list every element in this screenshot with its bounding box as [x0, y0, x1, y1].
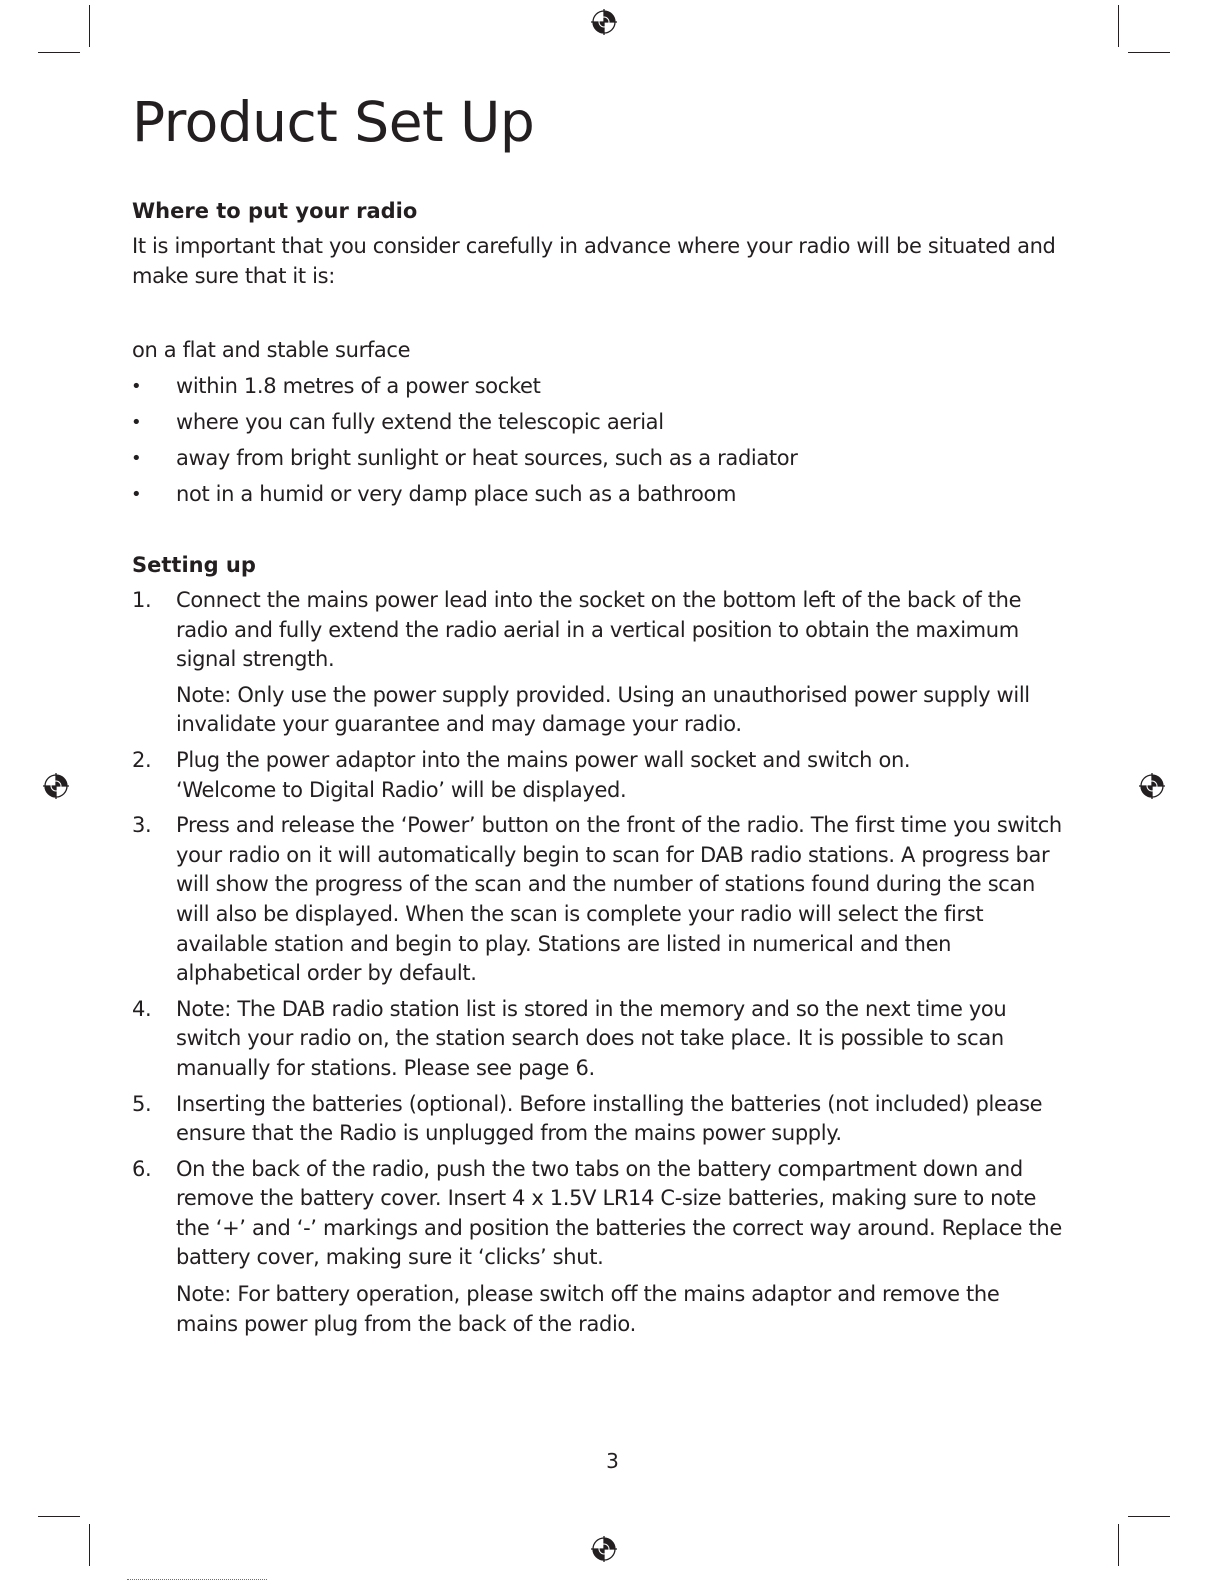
- list-item: • within 1.8 metres of a power socket: [132, 372, 1067, 401]
- placement-intro: It is important that you consider carefully in advance where your radio will be situated and make sure that it is:: [132, 234, 1056, 288]
- step-item: 3. Press and release the ‘Power’ button on the front of the radio. The first time you switch your radio on it will automatically begin to scan for DAB radio stations. A progress bar will show the progress of the scan and the number of stations found during the scan will also be displayed. When the scan is complete your radio will select the first available station and begin to play. Stations are listed in numerical and then alphabetical order by default.: [132, 813, 1062, 986]
- crop-mark: [38, 1516, 80, 1517]
- page-content: [132, 88, 1067, 1339]
- step-item: 4. Note: The DAB radio station list is stored in the memory and so the next time you switch your radio on, the station search does not take place. It is possible to scan manually for stations. Please see page 6.: [132, 996, 1007, 1080]
- divider: [127, 1579, 267, 1581]
- step-item: 6. On the back of the radio, push the two tabs on the battery compartment down and remove the battery cover. Insert 4 x 1.5V LR14 C-size batteries, making sure to note the ‘+’ and ‘-’ markings and position the batteries the correct way around. Replace the battery cover, making sure it ‘clicks’ shut. Note: For battery operation, please switch off the mains adaptor and remove the mains power plug from the back of the radio.: [132, 1155, 1067, 1340]
- section-heading-setup: Setting up: [132, 553, 256, 577]
- section-heading-placement: Where to put your radio: [132, 199, 418, 223]
- step-note: Note: For battery operation, please switch off the mains adaptor and remove the mains power plug from the back of the radio.: [176, 1282, 1000, 1336]
- crop-mark: [1128, 52, 1170, 53]
- page-title: Product Set Up: [132, 90, 535, 154]
- step-item: 2. Plug the power adaptor into the mains power wall socket and switch on. ‘Welcome to Digital Radio’ will be displayed.: [132, 747, 911, 802]
- list-item: • not in a humid or very damp place such as a bathroom: [132, 480, 1067, 509]
- crop-mark: [1128, 1516, 1170, 1517]
- bullet-icon: •: [131, 448, 142, 469]
- bullet-icon: •: [131, 484, 142, 505]
- bullet-icon: •: [131, 376, 142, 397]
- registration-mark-icon: [1139, 773, 1165, 799]
- crop-mark: [89, 1524, 90, 1566]
- step-note: Note: Only use the power supply provided. Using an unauthorised power supply will invalidate your guarantee and may damage your radio.: [176, 682, 1030, 737]
- list-item: • away from bright sunlight or heat sources, such as a radiator: [132, 444, 1067, 473]
- placement-first-item: on a flat and stable surface: [132, 338, 411, 362]
- crop-mark: [89, 5, 90, 47]
- crop-mark: [38, 52, 80, 53]
- list-item: • where you can fully extend the telescopic aerial: [132, 408, 1067, 437]
- bullet-icon: •: [131, 412, 142, 433]
- registration-mark-icon: [591, 9, 617, 35]
- step-item: 1. Connect the mains power lead into the socket on the bottom left of the back of the radio and fully extend the radio aerial in a vertical position to obtain the maximum signal strength. Note: Only use the power supply provided. Using an unauthorised power supply will invalidate your guarantee and may damage your radio.: [132, 586, 1067, 740]
- step-item: 5. Inserting the batteries (optional). Before installing the batteries (not included) please ensure that the Radio is unplugged from the mains power supply.: [132, 1091, 1043, 1146]
- page-number: 3: [606, 1449, 619, 1473]
- registration-mark-icon: [43, 773, 69, 799]
- crop-mark: [1118, 5, 1119, 47]
- crop-mark: [1118, 1524, 1119, 1566]
- registration-mark-icon: [591, 1536, 617, 1562]
